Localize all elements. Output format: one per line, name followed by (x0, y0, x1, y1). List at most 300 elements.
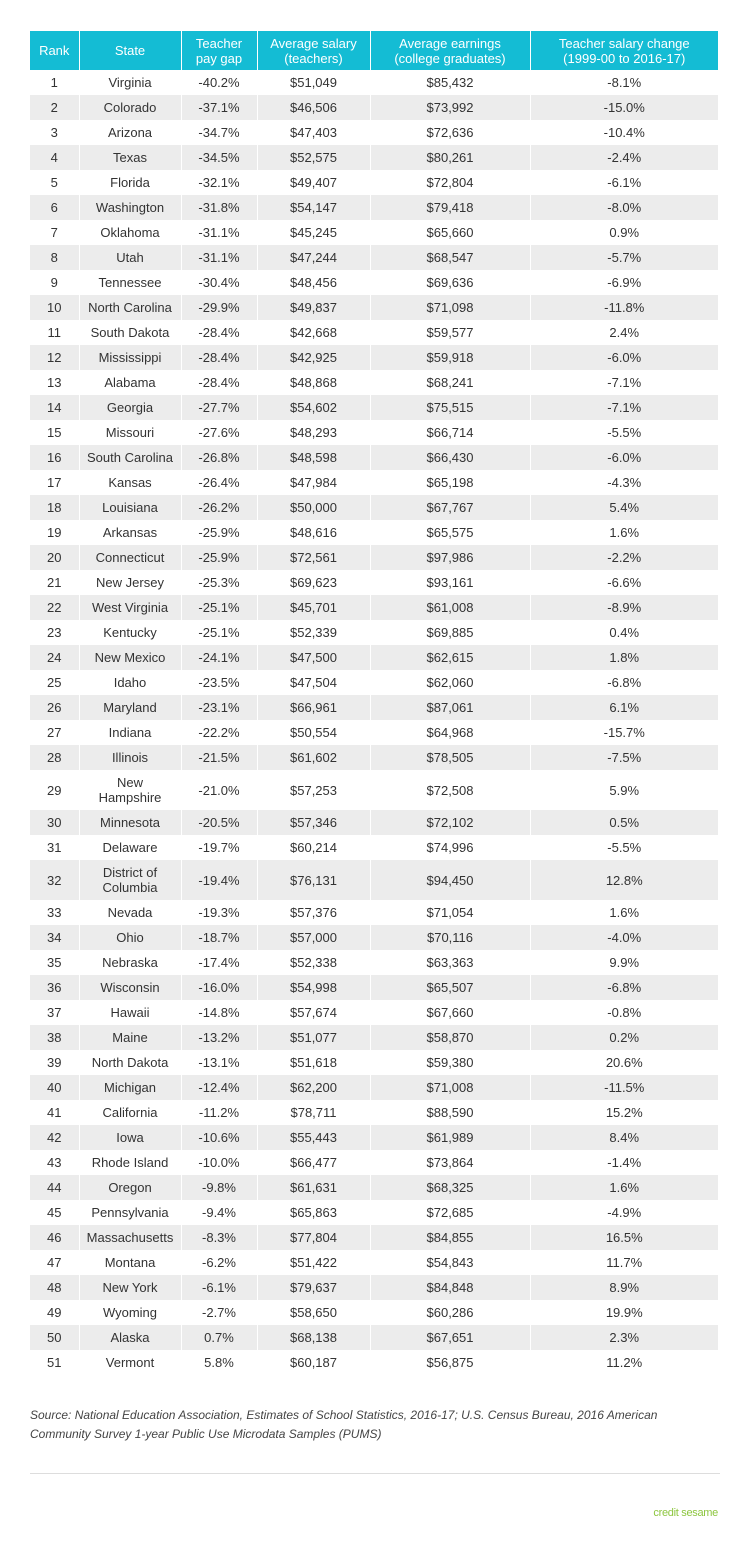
cell-teacher-salary: $52,575 (257, 145, 370, 170)
table-row (30, 620, 718, 645)
cell-teacher-salary: $61,602 (257, 745, 370, 770)
cell-teacher-salary: $47,984 (257, 470, 370, 495)
cell-teacher-salary: $52,338 (257, 950, 370, 975)
cell-teacher-salary: $48,293 (257, 420, 370, 445)
cell-salary-change: -15.7% (603, 725, 645, 740)
cell-salary-change: -6.8% (530, 975, 718, 1000)
cell-salary-change: 16.5% (530, 1225, 718, 1250)
cell-teacher-salary: $62,200 (257, 1075, 370, 1100)
cell-teacher-salary: $68,138 (257, 1325, 370, 1350)
table-row (30, 1350, 718, 1375)
cell-teacher-salary: $47,403 (257, 120, 370, 145)
cell-pay-gap: -11.2% (181, 1100, 257, 1125)
cell-salary-change: -2.2% (530, 545, 718, 570)
cell-pay-gap: -40.2% (181, 70, 257, 95)
cell-rank: 9 (30, 270, 79, 295)
cell-pay-gap: -14.8% (181, 1000, 257, 1025)
cell-teacher-salary: $47,504 (257, 670, 370, 695)
cell-grad-earnings: $93,161 (370, 570, 530, 595)
cell-grad-earnings: $68,325 (370, 1175, 530, 1200)
cell-state: Illinois (79, 745, 181, 770)
cell-grad-earnings: $80,261 (370, 145, 530, 170)
cell-teacher-salary: $79,637 (257, 1275, 370, 1300)
cell-grad-earnings: $69,885 (370, 620, 530, 645)
cell-grad-earnings: $59,380 (370, 1050, 530, 1075)
cell-salary-change: 5.4% (530, 495, 718, 520)
cell-rank: 7 (30, 220, 79, 245)
cell-state: Hawaii (79, 1000, 181, 1025)
cell-pay-gap: -37.1% (181, 95, 257, 120)
table-row (30, 1225, 718, 1250)
cell-salary-change: -7.1% (607, 375, 642, 390)
cell-grad-earnings: $56,875 (370, 1350, 530, 1375)
cell-salary-change: 8.4% (530, 1125, 718, 1150)
cell-state: North Dakota (79, 1050, 181, 1075)
cell-rank: 24 (30, 645, 79, 670)
cell-salary-change: 1.6% (609, 905, 640, 920)
cell-state: Wisconsin (79, 975, 181, 1000)
cell-salary-change: -6.9% (607, 275, 642, 290)
cell-grad-earnings: $78,505 (370, 745, 530, 770)
cell-rank: 48 (30, 1275, 79, 1300)
table-row (30, 900, 718, 925)
cell-salary-change: -5.5% (607, 425, 642, 440)
cell-pay-gap: -9.4% (181, 1200, 257, 1225)
table-row (30, 1100, 718, 1125)
cell-state: Mississippi (79, 345, 181, 370)
cell-state: Maine (79, 1025, 181, 1050)
table-row (30, 1075, 718, 1100)
cell-state: Georgia (79, 395, 181, 420)
cell-grad-earnings: $67,767 (370, 495, 530, 520)
cell-salary-change: -8.0% (530, 195, 718, 220)
cell-rank: 1 (30, 70, 79, 95)
cell-teacher-salary: $65,863 (257, 1200, 370, 1225)
cell-state: Indiana (79, 720, 181, 745)
table-row (30, 1000, 718, 1025)
salary-table-container (30, 31, 718, 1375)
table-row (30, 120, 718, 145)
cell-grad-earnings: $73,992 (370, 95, 530, 120)
cell-teacher-salary: $54,147 (257, 195, 370, 220)
cell-salary-change: -5.7% (530, 245, 718, 270)
cell-rank: 5 (30, 170, 79, 195)
cell-pay-gap: -27.7% (181, 395, 257, 420)
table-row (30, 745, 718, 770)
cell-rank: 16 (30, 445, 79, 470)
cell-state: New Mexico (79, 645, 181, 670)
cell-state: Nebraska (79, 950, 181, 975)
cell-salary-change: -1.4% (607, 1155, 642, 1170)
cell-pay-gap: -13.1% (181, 1050, 257, 1075)
table-row (30, 170, 718, 195)
cell-state: Massachusetts (79, 1225, 181, 1250)
cell-state: Montana (79, 1250, 181, 1275)
cell-rank: 33 (30, 900, 79, 925)
cell-pay-gap: -21.0% (181, 770, 257, 810)
cell-pay-gap: -19.4% (181, 860, 257, 900)
cell-pay-gap: -34.5% (181, 145, 257, 170)
cell-pay-gap: 5.8% (181, 1350, 257, 1375)
cell-pay-gap: -26.4% (181, 470, 257, 495)
cell-state: Arkansas (79, 520, 181, 545)
cell-pay-gap: -28.4% (181, 370, 257, 395)
table-row (30, 445, 718, 470)
cell-grad-earnings: $72,508 (370, 770, 530, 810)
table-row (30, 925, 718, 950)
cell-salary-change: -6.0% (530, 445, 718, 470)
cell-pay-gap: -19.7% (181, 835, 257, 860)
cell-rank: 47 (30, 1250, 79, 1275)
table-row (30, 1300, 718, 1325)
table-row (30, 570, 718, 595)
cell-state: Ohio (79, 925, 181, 950)
cell-grad-earnings: $65,507 (370, 975, 530, 1000)
column-header-salary-change: Teacher salary change (1999-00 to 2016-17) (530, 31, 718, 70)
cell-salary-change: 2.4% (609, 325, 640, 340)
cell-teacher-salary: $60,214 (257, 835, 370, 860)
cell-salary-change: -0.8% (607, 1005, 642, 1020)
table-row (30, 395, 718, 420)
cell-salary-change: 9.9% (609, 955, 640, 970)
cell-state: New York (79, 1275, 181, 1300)
cell-pay-gap: -2.7% (181, 1300, 257, 1325)
table-row (30, 1150, 718, 1175)
cell-rank: 21 (30, 570, 79, 595)
cell-state: Louisiana (79, 495, 181, 520)
cell-pay-gap: -30.4% (181, 270, 257, 295)
cell-teacher-salary: $57,253 (257, 770, 370, 810)
column-header-teacher-salary: Average salary (teachers) (257, 31, 370, 70)
cell-state: Oregon (79, 1175, 181, 1200)
cell-teacher-salary: $55,443 (257, 1125, 370, 1150)
table-row (30, 1050, 718, 1075)
cell-pay-gap: -6.1% (181, 1275, 257, 1300)
cell-state: Oklahoma (79, 220, 181, 245)
table-row (30, 670, 718, 695)
table-row (30, 860, 718, 900)
cell-salary-change: -4.3% (607, 475, 642, 490)
cell-pay-gap: -13.2% (181, 1025, 257, 1050)
table-row (30, 1325, 718, 1350)
cell-state: Minnesota (79, 810, 181, 835)
column-header-grad-earnings: Average earnings (college graduates) (370, 31, 530, 70)
cell-rank: 36 (30, 975, 79, 1000)
cell-grad-earnings: $68,547 (370, 245, 530, 270)
cell-grad-earnings: $61,008 (370, 595, 530, 620)
cell-rank: 28 (30, 745, 79, 770)
table-row (30, 1175, 718, 1200)
cell-pay-gap: -19.3% (181, 900, 257, 925)
cell-salary-change: -10.4% (603, 125, 645, 140)
table-row (30, 720, 718, 745)
table-row (30, 320, 718, 345)
cell-rank: 35 (30, 950, 79, 975)
cell-rank: 20 (30, 545, 79, 570)
cell-pay-gap: -32.1% (181, 170, 257, 195)
cell-rank: 43 (30, 1150, 79, 1175)
cell-salary-change: 6.1% (530, 695, 718, 720)
table-row (30, 245, 718, 270)
cell-state: New Jersey (79, 570, 181, 595)
cell-salary-change: 1.6% (609, 525, 640, 540)
cell-rank: 3 (30, 120, 79, 145)
cell-rank: 11 (30, 320, 79, 345)
table-row (30, 420, 718, 445)
cell-rank: 44 (30, 1175, 79, 1200)
cell-teacher-salary: $78,711 (257, 1100, 370, 1125)
table-row (30, 1125, 718, 1150)
cell-pay-gap: -23.1% (181, 695, 257, 720)
cell-pay-gap: -27.6% (181, 420, 257, 445)
cell-state: Nevada (79, 900, 181, 925)
cell-salary-change: 11.2% (606, 1355, 643, 1370)
cell-state: Idaho (79, 670, 181, 695)
cell-rank: 18 (30, 495, 79, 520)
cell-salary-change: 19.9% (605, 1305, 643, 1320)
cell-grad-earnings: $71,008 (370, 1075, 530, 1100)
column-header-state: State (79, 31, 181, 70)
cell-teacher-salary: $77,804 (257, 1225, 370, 1250)
cell-salary-change: -6.8% (607, 675, 642, 690)
cell-grad-earnings: $65,575 (370, 520, 530, 545)
cell-rank: 26 (30, 695, 79, 720)
cell-teacher-salary: $51,618 (257, 1050, 370, 1075)
cell-pay-gap: -20.5% (181, 810, 257, 835)
cell-salary-change: -8.9% (530, 595, 718, 620)
cell-teacher-salary: $46,506 (257, 95, 370, 120)
cell-state: Rhode Island (79, 1150, 181, 1175)
cell-rank: 27 (30, 720, 79, 745)
cell-teacher-salary: $58,650 (257, 1300, 370, 1325)
cell-state: Colorado (79, 95, 181, 120)
cell-teacher-salary: $48,598 (257, 445, 370, 470)
cell-rank: 34 (30, 925, 79, 950)
cell-grad-earnings: $72,685 (370, 1200, 530, 1225)
cell-grad-earnings: $97,986 (370, 545, 530, 570)
cell-salary-change: 12.8% (530, 860, 718, 900)
table-row (30, 545, 718, 570)
cell-salary-change: -7.1% (530, 395, 718, 420)
table-row (30, 195, 718, 220)
cell-state: Alaska (79, 1325, 181, 1350)
cell-teacher-salary: $51,049 (257, 70, 370, 95)
cell-salary-change: -11.8% (530, 295, 718, 320)
cell-state: Florida (79, 170, 181, 195)
cell-grad-earnings: $63,363 (370, 950, 530, 975)
cell-state: Michigan (79, 1075, 181, 1100)
cell-teacher-salary: $69,623 (257, 570, 370, 595)
cell-state: District of Columbia (79, 860, 181, 900)
cell-rank: 6 (30, 195, 79, 220)
table-row (30, 270, 718, 295)
cell-rank: 8 (30, 245, 79, 270)
cell-grad-earnings: $66,714 (370, 420, 530, 445)
cell-salary-change: -7.5% (530, 745, 718, 770)
cell-pay-gap: -18.7% (181, 925, 257, 950)
cell-teacher-salary: $48,456 (257, 270, 370, 295)
cell-pay-gap: -26.2% (181, 495, 257, 520)
cell-rank: 41 (30, 1100, 79, 1125)
cell-teacher-salary: $45,701 (257, 595, 370, 620)
table-body (30, 70, 718, 1375)
cell-teacher-salary: $52,339 (257, 620, 370, 645)
cell-rank: 39 (30, 1050, 79, 1075)
cell-teacher-salary: $42,668 (257, 320, 370, 345)
cell-salary-change: -6.0% (530, 345, 718, 370)
cell-grad-earnings: $72,804 (370, 170, 530, 195)
cell-teacher-salary: $47,244 (257, 245, 370, 270)
cell-rank: 13 (30, 370, 79, 395)
cell-pay-gap: -9.8% (181, 1175, 257, 1200)
cell-salary-change: 0.4% (609, 625, 640, 640)
cell-grad-earnings: $71,054 (370, 900, 530, 925)
table-row (30, 950, 718, 975)
table-row (30, 145, 718, 170)
cell-state: Kansas (79, 470, 181, 495)
cell-grad-earnings: $79,418 (370, 195, 530, 220)
cell-state: Utah (79, 245, 181, 270)
table-row (30, 695, 718, 720)
cell-rank: 19 (30, 520, 79, 545)
cell-grad-earnings: $70,116 (370, 925, 530, 950)
cell-rank: 17 (30, 470, 79, 495)
credit-sesame-logo: credit sesame (653, 1507, 718, 1519)
cell-grad-earnings: $62,060 (370, 670, 530, 695)
cell-pay-gap: -12.4% (181, 1075, 257, 1100)
cell-state: South Dakota (79, 320, 181, 345)
cell-state: Connecticut (79, 545, 181, 570)
cell-grad-earnings: $88,590 (370, 1100, 530, 1125)
cell-teacher-salary: $66,961 (257, 695, 370, 720)
cell-salary-change: 8.9% (530, 1275, 718, 1300)
cell-rank: 29 (30, 770, 79, 810)
cell-teacher-salary: $57,674 (257, 1000, 370, 1025)
cell-pay-gap: -25.1% (181, 595, 257, 620)
cell-grad-earnings: $94,450 (370, 860, 530, 900)
cell-state: New Hampshire (79, 770, 181, 810)
table-header-row (30, 31, 718, 70)
cell-teacher-salary: $54,602 (257, 395, 370, 420)
cell-pay-gap: -31.1% (181, 220, 257, 245)
cell-teacher-salary: $47,500 (257, 645, 370, 670)
cell-salary-change: -6.6% (607, 575, 642, 590)
cell-teacher-salary: $66,477 (257, 1150, 370, 1175)
cell-salary-change: -5.5% (607, 840, 642, 855)
cell-state: Texas (79, 145, 181, 170)
cell-teacher-salary: $57,376 (257, 900, 370, 925)
cell-rank: 12 (30, 345, 79, 370)
table-row (30, 770, 718, 810)
cell-teacher-salary: $57,346 (257, 810, 370, 835)
cell-rank: 40 (30, 1075, 79, 1100)
cell-state: Iowa (79, 1125, 181, 1150)
cell-teacher-salary: $61,631 (257, 1175, 370, 1200)
cell-grad-earnings: $61,989 (370, 1125, 530, 1150)
table-row (30, 975, 718, 1000)
cell-grad-earnings: $67,660 (370, 1000, 530, 1025)
cell-salary-change: -2.4% (530, 145, 718, 170)
cell-rank: 22 (30, 595, 79, 620)
cell-salary-change: -11.5% (530, 1075, 718, 1100)
cell-pay-gap: -25.1% (181, 620, 257, 645)
cell-state: Alabama (79, 370, 181, 395)
cell-rank: 25 (30, 670, 79, 695)
cell-rank: 51 (30, 1350, 79, 1375)
cell-grad-earnings: $72,102 (370, 810, 530, 835)
cell-salary-change: -6.1% (607, 175, 642, 190)
cell-pay-gap: -25.3% (181, 570, 257, 595)
table-row (30, 70, 718, 95)
cell-teacher-salary: $49,407 (257, 170, 370, 195)
cell-teacher-salary: $48,616 (257, 520, 370, 545)
cell-state: North Carolina (79, 295, 181, 320)
cell-grad-earnings: $73,864 (370, 1150, 530, 1175)
cell-pay-gap: -24.1% (181, 645, 257, 670)
cell-grad-earnings: $67,651 (370, 1325, 530, 1350)
cell-teacher-salary: $51,077 (257, 1025, 370, 1050)
cell-state: Tennessee (79, 270, 181, 295)
cell-state: California (79, 1100, 181, 1125)
cell-teacher-salary: $51,422 (257, 1250, 370, 1275)
cell-salary-change: 1.6% (530, 1175, 718, 1200)
cell-grad-earnings: $64,968 (370, 720, 530, 745)
cell-state: Missouri (79, 420, 181, 445)
cell-grad-earnings: $84,855 (370, 1225, 530, 1250)
cell-grad-earnings: $75,515 (370, 395, 530, 420)
cell-grad-earnings: $85,432 (370, 70, 530, 95)
cell-salary-change: -15.0% (530, 95, 718, 120)
cell-teacher-salary: $57,000 (257, 925, 370, 950)
table-row (30, 495, 718, 520)
cell-pay-gap: -22.2% (181, 720, 257, 745)
cell-teacher-salary: $48,868 (257, 370, 370, 395)
cell-state: Virginia (79, 70, 181, 95)
cell-rank: 10 (30, 295, 79, 320)
cell-grad-earnings: $58,870 (370, 1025, 530, 1050)
cell-state: Pennsylvania (79, 1200, 181, 1225)
table-row (30, 370, 718, 395)
cell-pay-gap: 0.7% (181, 1325, 257, 1350)
cell-rank: 2 (30, 95, 79, 120)
cell-state: West Virginia (79, 595, 181, 620)
cell-rank: 50 (30, 1325, 79, 1350)
cell-grad-earnings: $74,996 (370, 835, 530, 860)
table-row (30, 1025, 718, 1050)
cell-salary-change: 5.9% (609, 782, 640, 798)
cell-rank: 23 (30, 620, 79, 645)
cell-state: Maryland (79, 695, 181, 720)
cell-pay-gap: -29.9% (181, 295, 257, 320)
table-row (30, 470, 718, 495)
column-header-rank: Rank (30, 31, 79, 70)
cell-grad-earnings: $54,843 (370, 1250, 530, 1275)
cell-salary-change: 11.7% (606, 1255, 643, 1270)
cell-rank: 37 (30, 1000, 79, 1025)
cell-rank: 46 (30, 1225, 79, 1250)
cell-grad-earnings: $59,918 (370, 345, 530, 370)
cell-rank: 32 (30, 860, 79, 900)
table-row (30, 595, 718, 620)
cell-grad-earnings: $60,286 (370, 1300, 530, 1325)
cell-pay-gap: -28.4% (181, 320, 257, 345)
cell-grad-earnings: $84,848 (370, 1275, 530, 1300)
cell-pay-gap: -25.9% (181, 545, 257, 570)
cell-salary-change: 20.6% (605, 1055, 643, 1070)
cell-salary-change: 1.8% (530, 645, 718, 670)
divider (30, 1473, 720, 1474)
cell-pay-gap: -10.0% (181, 1150, 257, 1175)
